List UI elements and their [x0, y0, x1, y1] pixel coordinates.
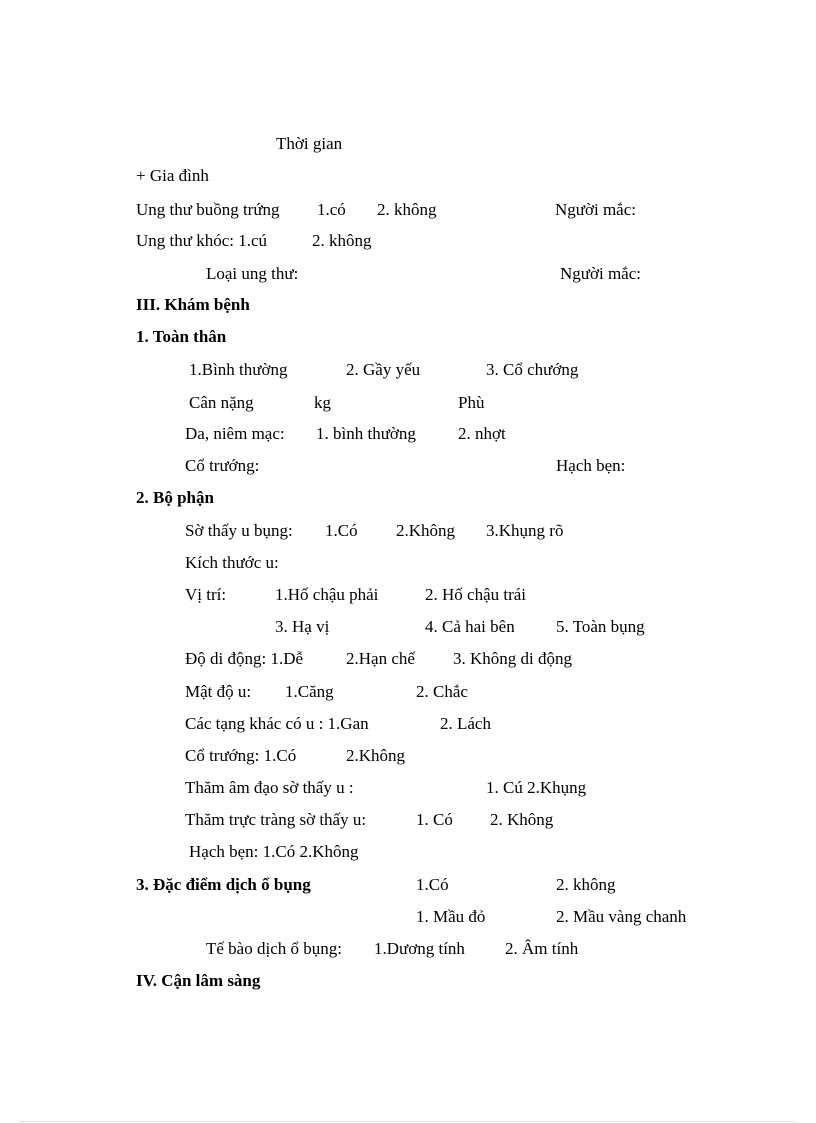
ovarian-person-label: Người mắc:: [555, 200, 636, 219]
position-option-left[interactable]: 2. Hố chậu trái: [425, 585, 527, 604]
skin-option-pale[interactable]: 2. nhợt: [458, 424, 506, 443]
density-label: Mật độ u:: [185, 682, 252, 701]
density-option-firm[interactable]: 2. Chắc: [416, 682, 468, 701]
cancer-type-person-label: Người mắc:: [560, 264, 641, 283]
fluid-option-yes[interactable]: 1.Có: [416, 875, 449, 894]
inguinal-lymph-general-label: Hạch bẹn:: [556, 456, 626, 475]
mass-size-label: Kích thước u:: [185, 553, 279, 572]
ovarian-option-yes[interactable]: 1.có: [317, 200, 346, 219]
exam-heading: III. Khám bệnh: [136, 295, 250, 314]
parts-heading: 2. Bộ phận: [136, 488, 214, 507]
ovarian-option-no[interactable]: 2. không: [377, 200, 437, 219]
general-option-ascites[interactable]: 3. Cổ chướng: [486, 360, 579, 379]
fluid-cell-negative[interactable]: 2. Âm tính: [505, 939, 579, 958]
fluid-color-red[interactable]: 1. Mầu đỏ: [416, 907, 486, 926]
rectal-exam-label: Thăm trực tràng sờ thấy u:: [185, 810, 367, 829]
inguinal-lymph-parts: Hạch bẹn: 1.Có 2.Không: [189, 842, 359, 861]
palpable-option-no[interactable]: 2.Không: [396, 521, 456, 540]
vaginal-exam-label: Thăm âm đạo sờ thấy u :: [185, 778, 354, 797]
palpable-option-unclear[interactable]: 3.Khụng rõ: [486, 521, 564, 540]
other-cancer-option-no[interactable]: 2. không: [312, 231, 372, 250]
fluid-heading: 3. Đặc điểm dịch ổ bụng: [136, 875, 311, 894]
mobility-label: Độ di động: 1.Dễ: [185, 649, 304, 668]
weight-unit: kg: [314, 393, 331, 412]
position-option-both[interactable]: 4. Cả hai bên: [425, 617, 515, 636]
density-option-tense[interactable]: 1.Căng: [285, 682, 334, 701]
skin-label: Da, niêm mạc:: [185, 424, 285, 443]
position-label: Vị trí:: [185, 585, 227, 604]
position-option-right[interactable]: 1.Hố chậu phải: [275, 585, 379, 604]
cancer-type-label: Loại ung thư:: [206, 264, 299, 283]
weight-label: Cân nặng: [189, 393, 254, 412]
thoi-gian-label: Thời gian: [276, 134, 343, 153]
ascites-parts-option-no[interactable]: 2.Không: [346, 746, 406, 765]
general-option-thin[interactable]: 2. Gầy yếu: [346, 360, 421, 379]
ovarian-cancer-label: Ung thư buồng trứng: [136, 200, 280, 219]
fluid-option-no[interactable]: 2. không: [556, 875, 616, 894]
rectal-option-yes[interactable]: 1. Có: [416, 810, 453, 829]
mobility-option-limited[interactable]: 2.Hạn chế: [346, 649, 415, 668]
palpable-mass-label: Sờ thấy u bụng:: [185, 521, 293, 540]
other-cancer-label: Ung thư khóc: 1.cú: [136, 231, 268, 250]
general-heading: 1. Toàn thân: [136, 327, 227, 346]
lab-heading: IV. Cận lâm sàng: [136, 971, 261, 990]
page-bottom-divider: [20, 1121, 796, 1122]
palpable-option-yes[interactable]: 1.Có: [325, 521, 358, 540]
skin-option-normal[interactable]: 1. bình thường: [316, 424, 416, 443]
general-option-normal[interactable]: 1.Bình thường: [189, 360, 288, 379]
organs-option-spleen[interactable]: 2. Lách: [440, 714, 491, 733]
family-heading: + Gia đình: [136, 166, 209, 185]
fluid-cell-positive[interactable]: 1.Dương tính: [374, 939, 465, 958]
mobility-option-fixed[interactable]: 3. Không di động: [453, 649, 572, 668]
ascites-parts-label: Cổ trướng: 1.Có: [185, 746, 297, 765]
organs-label: Các tạng khác có u : 1.Gan: [185, 714, 369, 733]
ascites-general-label: Cổ trướng:: [185, 456, 260, 475]
position-option-whole[interactable]: 5. Toàn bụng: [556, 617, 645, 636]
vaginal-exam-options[interactable]: 1. Cú 2.Khụng: [486, 778, 587, 797]
edema-label: Phù: [458, 393, 485, 412]
fluid-color-yellow[interactable]: 2. Mầu vàng chanh: [556, 907, 687, 926]
position-option-hypogastric[interactable]: 3. Hạ vị: [275, 617, 330, 636]
rectal-option-no[interactable]: 2. Không: [490, 810, 554, 829]
fluid-cell-label: Tế bào dịch ổ bụng:: [206, 939, 342, 958]
